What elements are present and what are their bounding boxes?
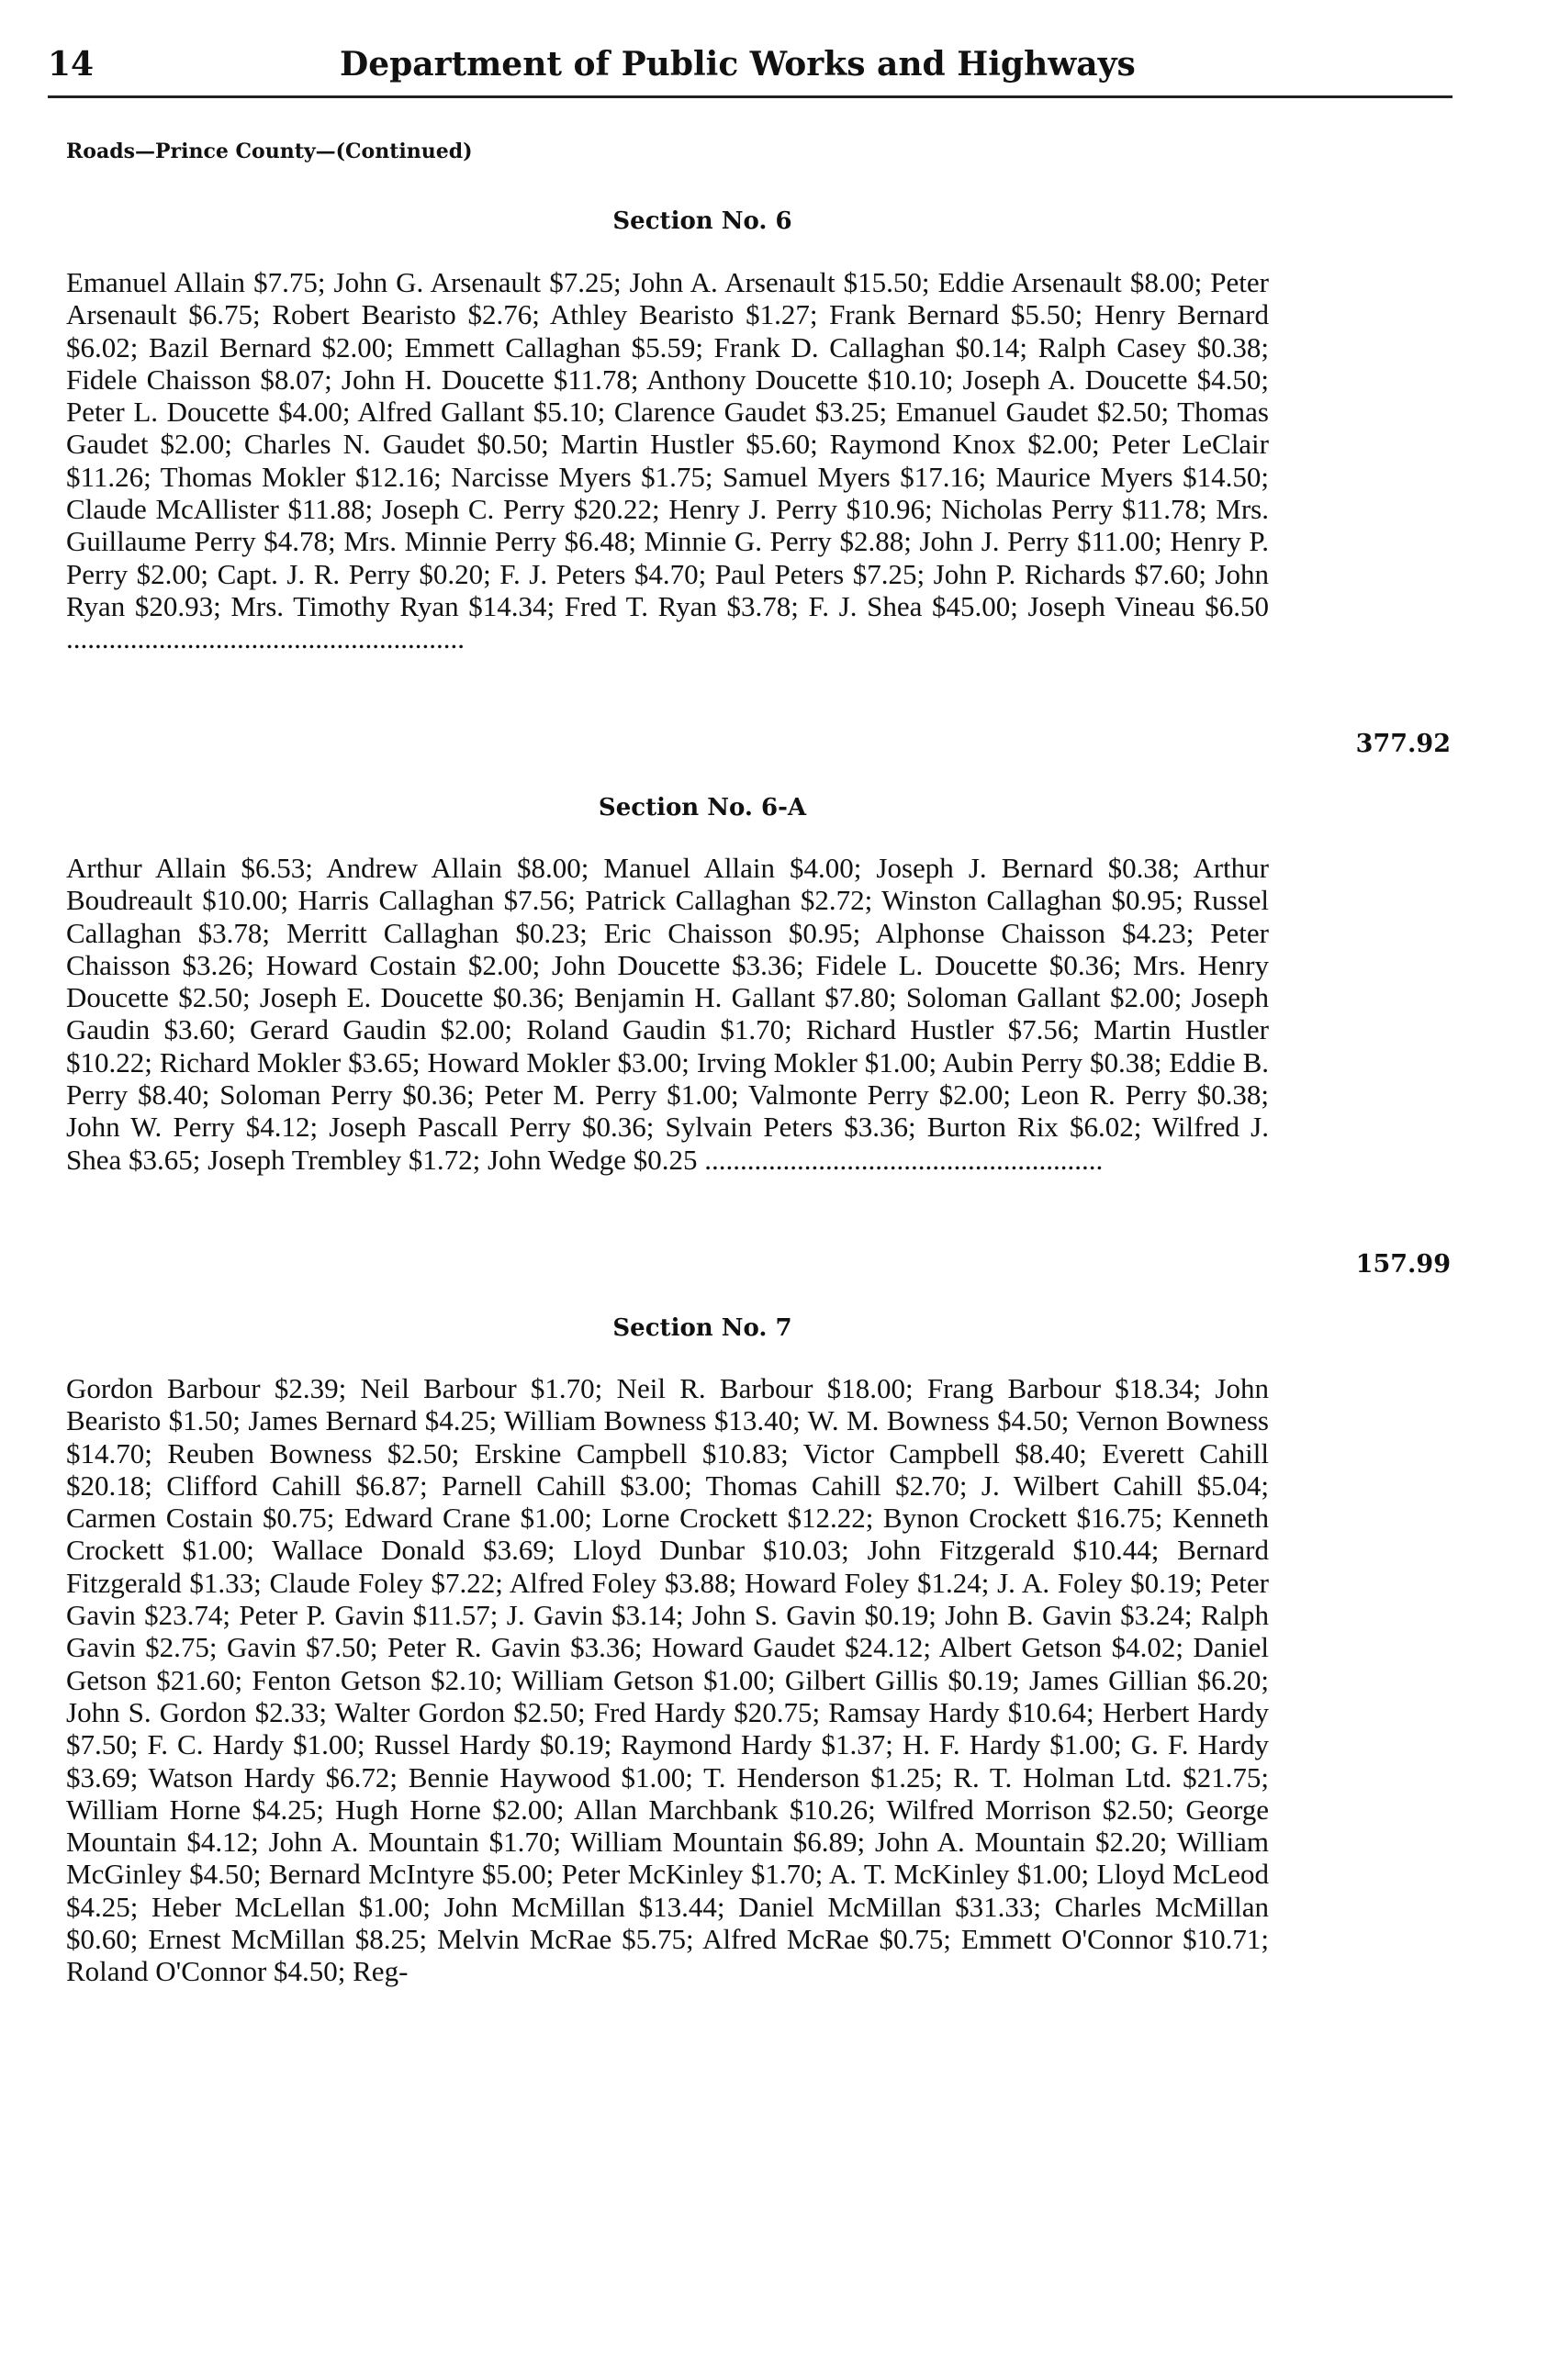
page-header-title: Department of Public Works and Highways	[340, 45, 1136, 84]
running-head	[48, 37, 1452, 92]
section-title: Section No. 7	[612, 1314, 792, 1342]
section-total: 157.99	[1355, 1250, 1451, 1279]
section-title: Section No. 6	[612, 207, 792, 235]
continued-heading: Roads—Prince County—(Continued)	[66, 140, 473, 163]
section-title: Section No. 6-A	[598, 794, 807, 821]
section-entries: Gordon Barbour $2.39; Neil Barbour $1.70; Neil R. Barbour $18.00; Frang Barbour $18.34; John Bearisto $1.50; James Bernard $4.25; William Bowness $13.40; W. M. Bowness $4.50; Vernon Bowness $14.70; Reuben Bowness $2.50; Erskine Campbell $10.83; Victor Campbell $8.40; Everett Cahill $20.18; Clifford Cahill $6.87; Parnell Cahill $3.00; Thomas Cahill $2.70; J. Wilbert Cahill $5.04; Carmen Costain $0.75; Edward Crane $1.00; Lorne Crockett $12.22; Bynon Crockett $16.75; Kenneth Crockett $1.00; Wallace Donald $3.69; Lloyd Dunbar $10.03; John Fitzgerald $10.44; Bernard Fitzgerald $1.33; Claude Foley $7.22; Alfred Foley $3.88; Howard Foley $1.24; J. A. Foley $0.19; Peter Gavin $23.74; Peter P. Gavin $11.57; J. Gavin $3.14; John S. Gavin $0.19; John B. Gavin $3.24; Ralph Gavin $2.75; Gavin $7.50; Peter R. Gavin $3.36; Howard Gaudet $24.12; Albert Getson $4.02; Daniel Getson $21.60; Fenton Getson $2.10; William Getson $1.00; Gilbert Gillis $0.19; James Gillian $6.20; John S. Gordon $2.33; Walter Gordon $2.50; Fred Hardy $20.75; Ramsay Hardy $10.64; Herbert Hardy $7.50; F. C. Hardy $1.00; Russel Hardy $0.19; Raymond Hardy $1.37; H. F. Hardy $1.00; G. F. Hardy $3.69; Watson Hardy $6.72; Bennie Haywood $1.00; T. Henderson $1.25; R. T. Holman Ltd. $21.75; William Horne $4.25; Hugh Horne $2.00; Allan Marchbank $10.26; Wilfred Morrison $2.50; George Mountain $4.12; John A. Mountain $1.70; William Mountain $6.89; John A. Mountain $2.20; William McGinley $4.50; Bernard McIntyre $5.00; Peter McKinley $1.70; A. T. McKinley $1.00; Lloyd McLeod $4.25; Heber McLellan $1.00; John McMillan $13.44; Daniel McMillan $31.33; Charles McMillan $0.60; Ernest McMillan $8.25; Melvin McRae $5.75; Alfred McRae $0.75; Emmett O'Connor $10.71; Roland O'Connor $4.50; Reg-	[66, 1372, 1269, 1988]
section-entries: Arthur Allain $6.53; Andrew Allain $8.00; Manuel Allain $4.00; Joseph J. Bernard $0.38; Arthur Boudreault $10.00; Harris Callaghan $7.56; Patrick Callaghan $2.72; Winston Callaghan $0.95; Russel Callaghan $3.78; Merritt Callaghan $0.23; Eric Chaisson $0.95; Alphonse Chaisson $4.23; Peter Chaisson $3.26; Howard Costain $2.00; John Doucette $3.36; Fidele L. Doucette $0.36; Mrs. Henry Doucette $2.50; Joseph E. Doucette $0.36; Benjamin H. Gallant $7.80; Soloman Gallant $2.00; Joseph Gaudin $3.60; Gerard Gaudin $2.00; Roland Gaudin $1.70; Richard Hustler $7.56; Martin Hustler $10.22; Richard Mokler $3.65; Howard Mokler $3.00; Irving Mokler $1.00; Aubin Perry $0.38; Eddie B. Perry $8.40; Soloman Perry $0.36; Peter M. Perry $1.00; Valmonte Perry $2.00; Leon R. Perry $0.38; John W. Perry $4.12; Joseph Pascall Perry $0.36; Sylvain Peters $3.36; Burton Rix $6.02; Wilfred J. Shea $3.65; Joseph Trembley $1.72; John Wedge $0.25 ........................................................	[66, 852, 1269, 1176]
section-entries: Emanuel Allain $7.75; John G. Arsenault $7.25; John A. Arsenault $15.50; Eddie Arsenault $8.00; Peter Arsenault $6.75; Robert Bearisto $2.76; Athley Bearisto $1.27; Frank Bernard $5.50; Henry Bernard $6.02; Bazil Bernard $2.00; Emmett Callaghan $5.59; Frank D. Callaghan $0.14; Ralph Casey $0.38; Fidele Chaisson $8.07; John H. Doucette $11.78; Anthony Doucette $10.10; Joseph A. Doucette $4.50; Peter L. Doucette $4.00; Alfred Gallant $5.10; Clarence Gaudet $3.25; Emanuel Gaudet $2.50; Thomas Gaudet $2.00; Charles N. Gaudet $0.50; Martin Hustler $5.60; Raymond Knox $2.00; Peter LeClair $11.26; Thomas Mokler $12.16; Narcisse Myers $1.75; Samuel Myers $17.16; Maurice Myers $14.50; Claude McAllister $11.88; Joseph C. Perry $20.22; Henry J. Perry $10.96; Nicholas Perry $11.78; Mrs. Guillaume Perry $4.78; Mrs. Minnie Perry $6.48; Minnie G. Perry $2.88; John J. Perry $11.00; Henry P. Perry $2.00; Capt. J. R. Perry $0.20; F. J. Peters $4.70; Paul Peters $7.25; John P. Richards $7.60; John Ryan $20.93; Mrs. Timothy Ryan $14.34; Fred T. Ryan $3.78; F. J. Shea $45.00; Joseph Vineau $6.50 ........................................................	[66, 266, 1269, 655]
section-total: 377.92	[1355, 730, 1451, 758]
page-number: 14	[48, 45, 95, 84]
header-rule	[48, 95, 1452, 98]
